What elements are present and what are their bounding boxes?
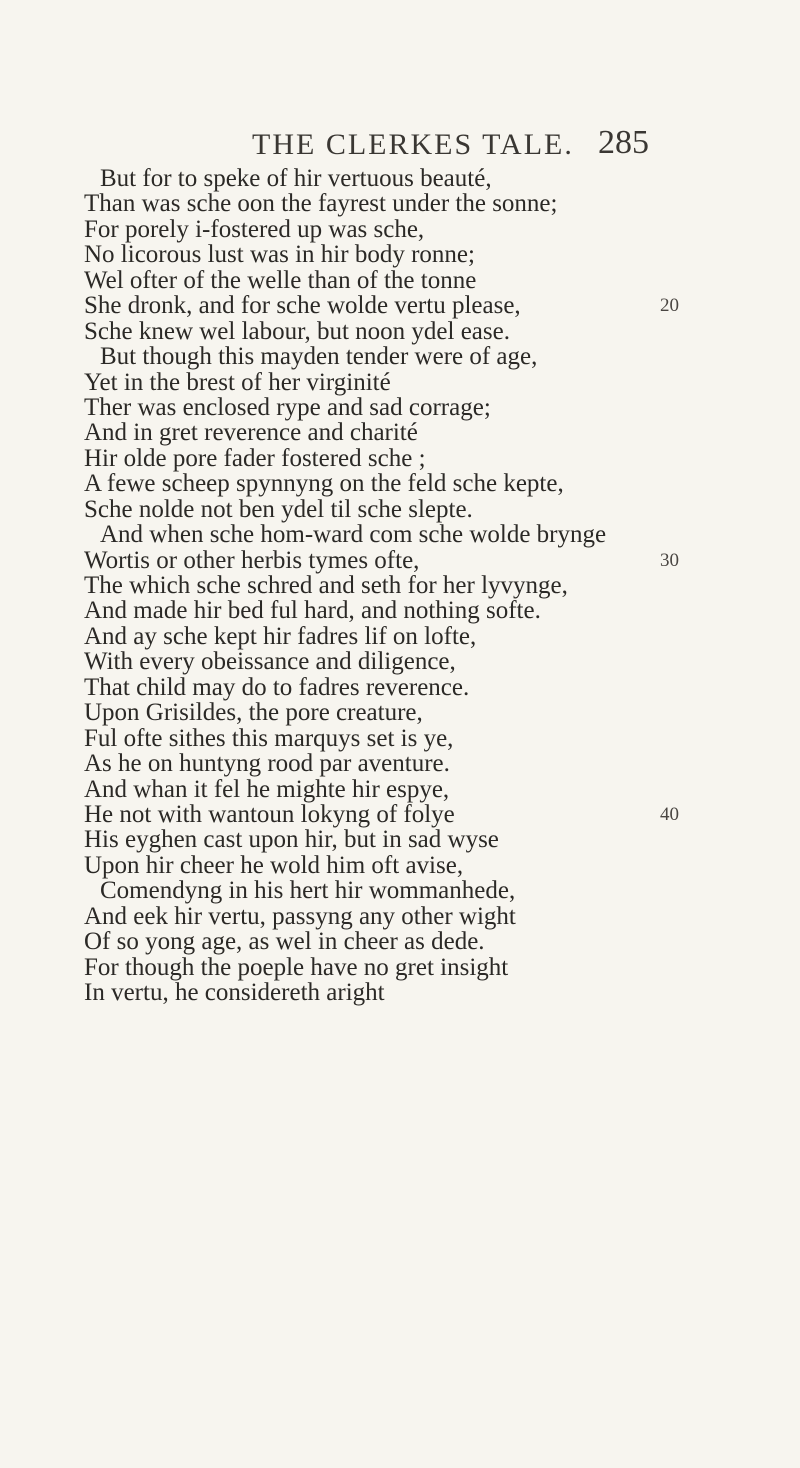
line-number: 20 bbox=[660, 295, 679, 317]
verse-line-text: Yet in the brest of her virginité bbox=[84, 368, 391, 396]
verse-line-text: For porely i-fostered up was sche, bbox=[84, 215, 425, 243]
verse-line-text: And when sche hom-ward com sche wolde brynge bbox=[100, 521, 607, 549]
verse-line bbox=[0, 319, 800, 344]
verse-line bbox=[0, 777, 800, 802]
verse-line-text: Ther was enclosed rype and sad corrage; bbox=[84, 393, 491, 421]
page-number: 285 bbox=[598, 124, 649, 161]
verse-line bbox=[0, 497, 800, 522]
verse-line bbox=[0, 420, 800, 445]
verse-line-text: That child may do to fadres reverence. bbox=[84, 673, 470, 701]
verse-line-text: Than was sche oon the fayrest under the sonne; bbox=[84, 190, 558, 218]
verse-line bbox=[0, 751, 800, 776]
verse-line-text: Wortis or other herbis tymes ofte, bbox=[84, 546, 420, 574]
verse-line bbox=[0, 344, 800, 369]
verse-line bbox=[0, 802, 800, 827]
verse-line-text: Sche knew wel labour, but noon ydel ease. bbox=[84, 317, 510, 345]
verse-line-text: And made hir bed ful hard, and nothing softe. bbox=[84, 597, 541, 625]
verse-line bbox=[0, 548, 800, 573]
verse-line-text: But for to speke of hir vertuous beauté, bbox=[100, 165, 492, 192]
verse-line-text: She dronk, and for sche wolde vertu please, bbox=[84, 292, 521, 320]
verse-line bbox=[0, 929, 800, 954]
verse-line-text: He not with wantoun lokyng of folye bbox=[84, 800, 455, 828]
verse-line-text: Upon hir cheer he wold him oft avise, bbox=[84, 851, 464, 879]
verse-line-text: For though the poeple have no gret insight bbox=[84, 953, 509, 981]
verse-line bbox=[0, 242, 800, 267]
verse-line bbox=[0, 624, 800, 649]
verse-line-text: With every obeissance and diligence, bbox=[84, 648, 456, 676]
verse-line-text: The which sche schred and seth for her lyvynge, bbox=[84, 572, 568, 599]
verse-line-text: But though this mayden tender were of age, bbox=[100, 343, 538, 371]
line-number: 30 bbox=[660, 549, 679, 571]
running-title: THE CLERKES TALE. bbox=[252, 128, 574, 161]
verse-line bbox=[0, 446, 800, 471]
verse-line-text: No licorous lust was in hir body ronne; bbox=[84, 241, 475, 269]
verse-line-text: And ay sche kept hir fadres lif on lofte, bbox=[84, 622, 477, 650]
verse-line bbox=[0, 268, 800, 293]
verse-line bbox=[0, 293, 800, 318]
verse-line bbox=[0, 598, 800, 623]
verse-line-text: And in gret reverence and charité bbox=[84, 419, 418, 447]
verse-line-text: Hir olde pore fader fostered sche ; bbox=[84, 444, 426, 472]
verse-line bbox=[0, 827, 800, 852]
verse-line-text: And whan it fel he mighte hir espye, bbox=[84, 775, 450, 803]
verse-line-text: Ful ofte sithes this marquys set is ye, bbox=[84, 724, 454, 752]
verse-line-text: His eyghen cast upon hir, but in sad wyse bbox=[84, 826, 499, 854]
verse-line bbox=[0, 675, 800, 700]
poem-text bbox=[0, 166, 800, 1005]
verse-line bbox=[0, 522, 800, 547]
verse-line bbox=[0, 471, 800, 496]
verse-line bbox=[0, 955, 800, 980]
verse-line bbox=[0, 904, 800, 929]
verse-line-text: A fewe scheep spynnyng on the feld sche kepte, bbox=[84, 470, 564, 498]
verse-line-text: Comendyng in his hert hir wommanhede, bbox=[100, 877, 516, 905]
verse-line bbox=[0, 573, 800, 598]
verse-line-text: Of so yong age, as wel in cheer as dede. bbox=[84, 928, 485, 956]
verse-line-text: Upon Grisildes, the pore creature, bbox=[84, 699, 423, 727]
verse-line-text: Wel ofter of the welle than of the tonne bbox=[84, 266, 477, 294]
verse-line bbox=[0, 726, 800, 751]
verse-line bbox=[0, 217, 800, 242]
verse-line-text: And eek hir vertu, passyng any other wight bbox=[84, 902, 516, 930]
verse-line bbox=[0, 395, 800, 420]
verse-line-text: Sche nolde not ben ydel til sche slepte. bbox=[84, 495, 473, 523]
verse-line-text: In vertu, he considereth aright bbox=[84, 979, 385, 1006]
verse-line bbox=[0, 166, 800, 191]
verse-line bbox=[0, 370, 800, 395]
line-number: 40 bbox=[660, 803, 679, 825]
verse-line bbox=[0, 649, 800, 674]
verse-line bbox=[0, 853, 800, 878]
verse-line bbox=[0, 191, 800, 216]
verse-line bbox=[0, 878, 800, 903]
verse-line bbox=[0, 700, 800, 725]
verse-line-text: As he on huntyng rood par aventure. bbox=[84, 750, 450, 778]
verse-line bbox=[0, 980, 800, 1005]
